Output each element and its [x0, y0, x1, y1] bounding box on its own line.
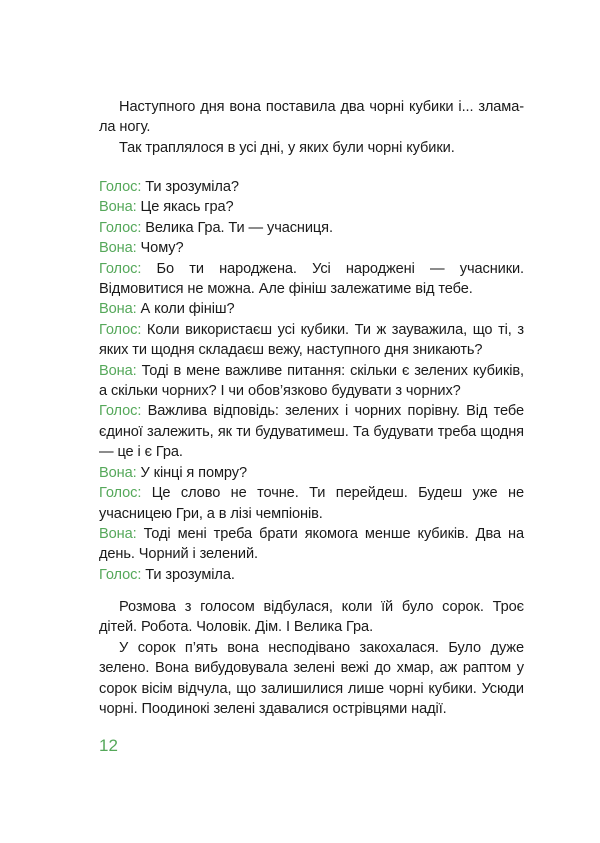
- dialogue-text: Це слово не точне. Ти перейдеш. Будеш уже не учасницею Гри, а в лізі чемпіонів.: [99, 485, 524, 522]
- dialogue-text: Це якась гра?: [136, 199, 234, 216]
- dialogue-text: Тоді в мене важливе питання: скільки є зелених кубиків, а скільки чорних? І чи обов’язково будувати з чорних?: [99, 362, 524, 400]
- speaker-label: Вона:: [99, 199, 137, 216]
- page-number: 12: [99, 736, 118, 755]
- speaker-label: Голос:: [99, 219, 142, 236]
- dialogue-line: [99, 218, 524, 238]
- intro-line: Наступного дня вона поставила два чорні кубики і... злама-: [119, 99, 524, 115]
- speaker-label: Голос:: [99, 321, 142, 338]
- dialogue-line: [99, 565, 524, 585]
- dialogue-line: [99, 320, 524, 361]
- dialogue-line: [99, 238, 524, 258]
- dialogue-text: У кінці я помру?: [136, 464, 247, 481]
- speaker-label: Вона:: [99, 464, 137, 481]
- speaker-label: Голос:: [99, 403, 142, 420]
- speaker-label: Голос:: [99, 485, 142, 502]
- dialogue-text: Чому?: [136, 240, 184, 257]
- dialogue-line: [99, 177, 524, 197]
- dialogue-text: Ти зрозуміла?: [141, 179, 239, 195]
- intro-line: Так траплялося в усі дні, у яких були чорні кубики.: [119, 139, 455, 156]
- dialogue-line: [99, 524, 524, 565]
- dialogue-line: [99, 259, 524, 300]
- dialogue-line: [99, 361, 524, 402]
- intro-line: ла ногу.: [99, 119, 151, 136]
- intro-block: [99, 97, 524, 158]
- speaker-label: Вона:: [99, 240, 137, 257]
- dialogue-text: Важлива відповідь: зелених і чорних порівну. Від тебе єдиної залежить, як ти будуватимеш. Та будувати треба щодня — це і є Гра.: [99, 403, 524, 461]
- dialogue-line: [99, 197, 524, 217]
- dialogue-text: Тоді мені треба брати якомога менше кубиків. Два на день. Чорний і зелений.: [99, 525, 524, 563]
- speaker-label: Вона:: [99, 525, 137, 542]
- dialogue-text: Велика Гра. Ти — учасниця.: [141, 219, 333, 236]
- outro-paragraph: У сорок п’ять вона несподівано закохалася. Було дуже зелено. Вона вибудовувала зелені вежі до хмар, аж раптом у сорок вісім відчула, що залишилися лише чорні кубики. Усюди чорні. Поодинокі зелені здавалися острівцями надії.: [99, 639, 524, 718]
- dialogue-block: [99, 177, 524, 585]
- speaker-label: Голос:: [99, 179, 142, 195]
- speaker-label: Вона:: [99, 301, 137, 318]
- dialogue-text: Ти зрозуміла.: [141, 566, 235, 583]
- dialogue-line: [99, 463, 524, 483]
- dialogue-line: [99, 299, 524, 319]
- outro-paragraph: Розмова з голосом відбулася, коли їй було сорок. Троє дітей. Робота. Чоловік. Дім. І Велика Гра.: [99, 599, 524, 636]
- dialogue-line: [99, 483, 524, 524]
- dialogue-text: А коли фініш?: [136, 301, 235, 318]
- dialogue-line: [99, 401, 524, 462]
- outro-block: [99, 597, 524, 719]
- dialogue-text: Бо ти народжена. Усі народжені — учасники. Відмовитися не можна. Але фініш залежатиме від тебе.: [99, 260, 524, 298]
- speaker-label: Голос:: [99, 566, 142, 583]
- speaker-label: Вона:: [99, 362, 137, 379]
- speaker-label: Голос:: [99, 260, 142, 277]
- dialogue-text: Коли використаєш усі кубики. Ти ж зауважила, що ті, з яких ти щодня складаєш вежу, наступного дня зникають?: [99, 321, 524, 359]
